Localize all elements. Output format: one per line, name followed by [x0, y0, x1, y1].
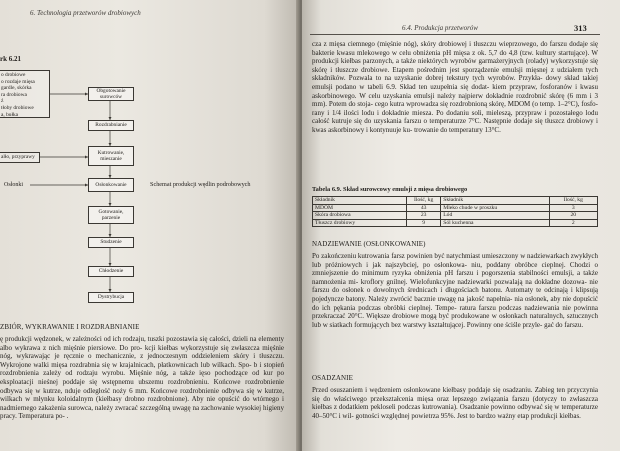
flow-step-kutrowanie: Kutrowanie, mieszanie [88, 146, 134, 166]
flow-step-obgotowanie: Obgotowanie surowców [88, 87, 134, 101]
right-paragraph-3: Przed osuszaniem i wędzeniem osłonkowane kiełbasy poddaje się osadzaniu. Zabieg ten przyczynia się do właściwego przekształcenia mięsa oraz lepszego związania farszu (dotyczy to zwłaszcza kiełbas z dodatkiem pekloseli podczas kutrowania). Osadzanie powinno odbywać się w temperaturze 40–50°C i wil- gotności względnej powietrza 95%. Jest to bardzo ważny etap produkcji kiełbas. [312, 386, 598, 420]
heading-nadziewanie: NADZIEWANIE (OSŁONKOWANIE) [312, 240, 426, 248]
figure-label: rk 6.21 [0, 55, 21, 63]
table-cell: Sól kuchenna [441, 219, 549, 227]
flow-step-studzenie: Studzenie [88, 237, 134, 248]
left-section-heading: ZBIÓR, WYKRAWANIE I ROZDRABNIANIE [0, 323, 140, 331]
flow-step-dystrybucja: Dystrybucja [88, 292, 134, 303]
col-ilosc-2: Ilość, kg [549, 197, 597, 205]
table-cell: 23 [407, 212, 441, 220]
table-cell: Mleko chude w proszku [441, 204, 549, 212]
flow-step-oslonkowanie: Osłonkowanie [88, 178, 134, 192]
table-cell: 43 [407, 204, 441, 212]
table-cell: 3 [549, 204, 597, 212]
table-header-row [313, 197, 598, 205]
col-ilosc-1: Ilość, kg [407, 197, 441, 205]
table-title: Tabela 6.9. Skład surowcowy emulsji z mięsa drobiowego [312, 186, 468, 193]
right-paragraph-2: Po zakończeniu kutrowania farsz powinien być natychmiast umieszczony w nadziewarkach zwykłych lub próżniowych i jak najszybciej, po osłonkowa- niu, poddany obróbce cieplnej. Chodzi o zmniejszenie do minimum ryzyka obniżenia pH farszu i pogorszenia stabilności emulsji, a także namnożenia mi- kroflory gnilnej. Wielofunkcyjne nadziewarki pozwalają na dokładne dozowa- nie farszu do osłonek o dowolnych średnicach i długościach batonu. Automaty te odcinają i klipsują pojedyncze batony. Należy zwrócić bacznie uwagę na jakość napełnia- nia osłonek, aby nie dopuścić do ich pękania podczas obróbki cieplnej. Tempe- ratura farszu podczas nadziewania nie powinna przekraczać 20°C. Większe drobiowe mogą być produkowane w osłonkach naturalnych, sztucznych lub w siatkach formujących bez warstwy kształtującej. Powinny one ściśle przyle- gać do farszu. [312, 252, 598, 329]
heading-osadzanie: OSADZANIE [312, 374, 353, 382]
table-cell: MDOM [313, 204, 407, 212]
table-cell: Tłuszcz drobiowy [313, 219, 407, 227]
right-paragraph-1: cza z mięsa ciemnego (mięśnie nóg), skóry drobiowej i tłuszczu wieprzowego, do farszu dodaje się bakterie kwasu mlekowego w celu obniżenia pH mięsa z ok. 5,7 do 4,8 (tzw. kultury startujące). W produkcji kiełbas parzonych, a także niektórych wyrobów garmażeryjnych (rolady) wykorzystuje się skórę i tłuszcze drobiowe. Etapem pośrednim jest sporządzenie emulsji mięsnej z udziałem tych składników. Pozwala to na uzyskanie dobrej tekstury tych wyrobów. Przykła- dowy skład takiej emulsji podano w tabeli 6.9. Skład ten uzupełnia się dodat- kiem przypraw, fosforanów i kwasu askorbinowego. W celu uzyskania emulsji należy najpierw dokładnie rozdrobnić skórę (6 mm i 3 mm). Potem do stoja- cego kutra wprowadza się rozdrobnioną skórę, MDOM (o temp. 1–2°C), fosfo- rany i 1/4 ilości lodu i dokładnie miesza. Po dodaniu soli, mieleszą, przypraw i pozostałego lodu całość kutruje się do uzyskania farszu o temperaturze 7°C. Następnie dodaje się tłuszcz drobiowy i kwas askorbinowy i kontynuuje ku- trowanie do temperatury 13°C. [312, 40, 598, 134]
table-row [313, 219, 598, 227]
right-running-head: 6.4. Produkcja przetworów [402, 24, 478, 32]
table-cell: Skóra drobiowa [313, 212, 407, 220]
left-running-head: 6. Technologia przetworów drobiowych [30, 9, 141, 17]
table-cell: 9 [407, 219, 441, 227]
side-label-ingredients: o drobiowe o rozdaje mięsa gardle, skórka ra drobiowa ź tłoby drobiowe a, bułka [0, 70, 50, 118]
table-row [313, 204, 598, 212]
table-cell: Lód [441, 212, 549, 220]
side-label-spices: alło, przyprawy [0, 152, 40, 163]
left-paragraph: ę produkcji wędzonek, w zależności od ich rodzaju, tuszki pozostawia się całości, dzieli na elementy albo wykrawa z nich mięśnie piersiowe. Do pro- kcji kiełbas wykorzystuje się zwłaszcza mięśnie nóg, wykrawając je ręcznie o mechanicznie, z jednoczesnym oddzieleniem skóry i tłuszczu. Wykrojone walki mięsa rozdrabnia się w krajalnicach, płatkownicach lub wilkach. Spo- b i stopień rozdrobnienia zależy od rodzaju wyrobu. Mięśnie nóg, a także ięso pochodzące od kur po eksploatacji nieśnej poddaje się wstępnemu ubszemu rozdrobnieniu. Końcowe rozdrobnienie odbywa się w kutrze, nduje odległość noży 6 mm. Końcowe rozdrobnienie odbywa się w kutrze, wilkach w młynku koloidalnym (kiełbasy drobno rozdrobnione). Aby nie opuścić do wtórnego i nadmiernego zakażenia surowca, należy zwracać szczególną uwagę na zachowanie wysokiej higieny pracy. Temperatura po- . [0, 335, 284, 421]
table-cell: 20 [549, 212, 597, 220]
left-page [0, 0, 300, 451]
header-rule [310, 34, 600, 35]
flow-step-gotowanie: Gotowanie, parzenie [88, 206, 134, 224]
right-page [302, 0, 620, 451]
composition-table [312, 196, 598, 227]
flow-step-rozdrabnianie: Rozdrabnianie [88, 120, 134, 131]
table-cell: 2 [549, 219, 597, 227]
page-number: 313 [574, 23, 587, 33]
table-row [313, 212, 598, 220]
figure-caption: Schemat produkcji wędlin podrobowych [150, 181, 251, 188]
col-skladnik-2: Składnik [441, 197, 549, 205]
col-skladnik-1: Składnik [313, 197, 407, 205]
flow-step-chlodzenie: Chłodzenie [88, 266, 134, 277]
side-label-casings: Osłonki [4, 182, 24, 188]
